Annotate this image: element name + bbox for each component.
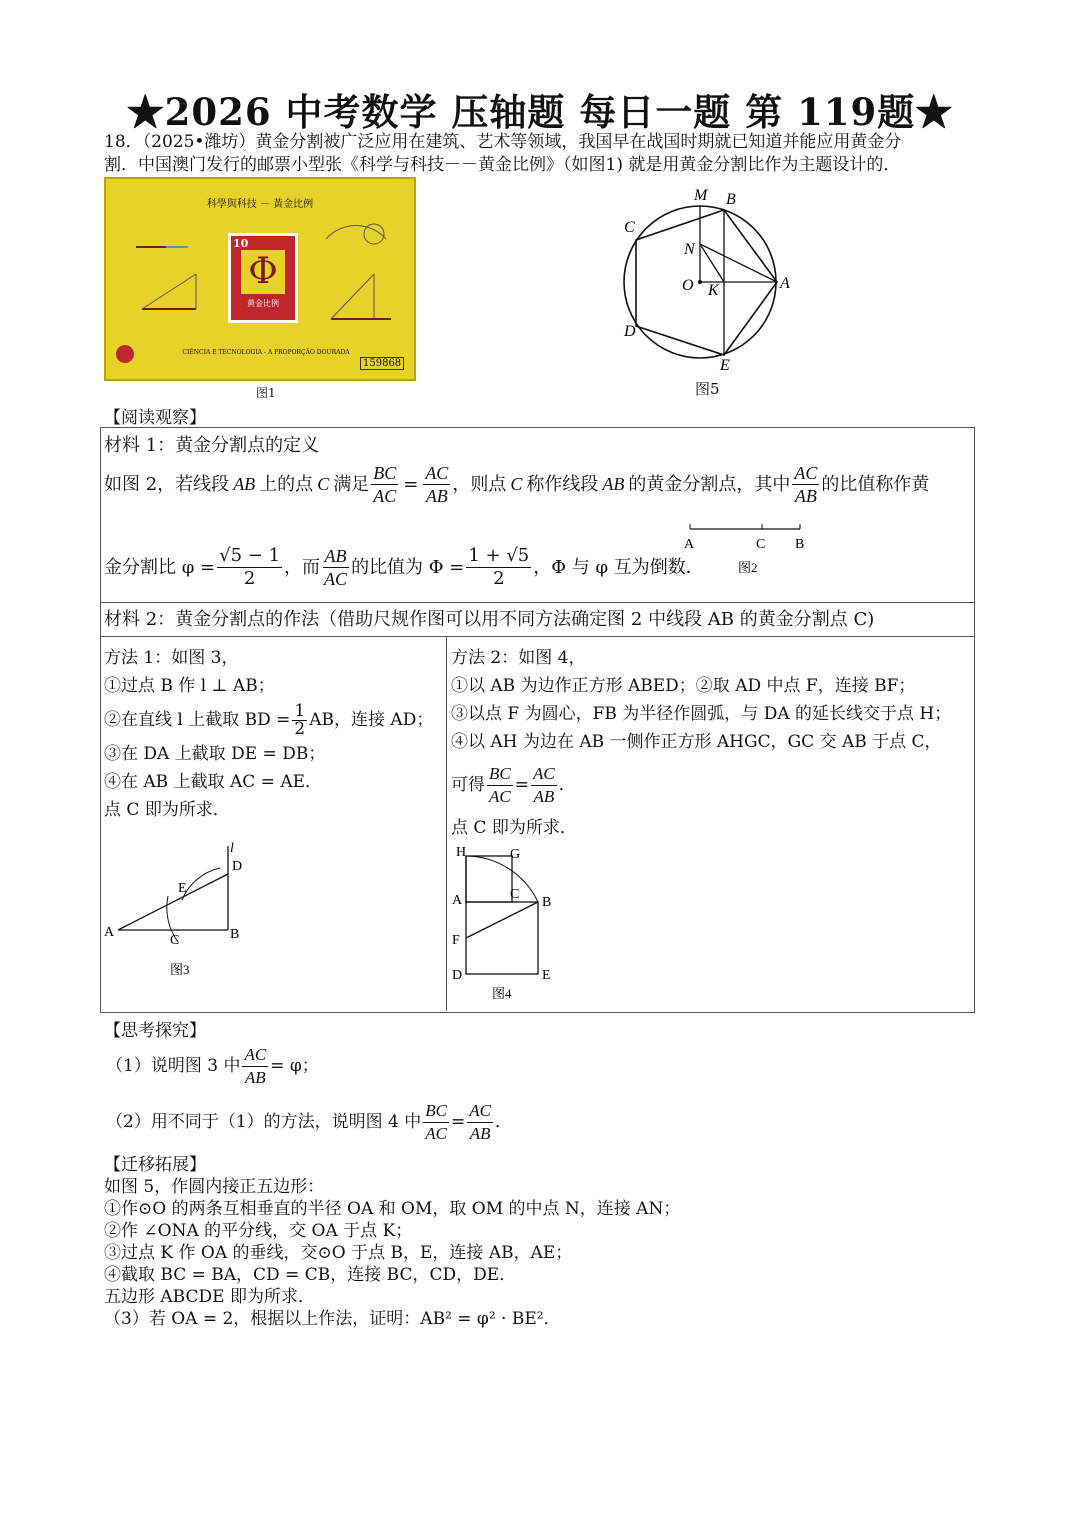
figure-3 bbox=[102, 838, 262, 986]
fig3-label-D: D bbox=[232, 859, 243, 874]
m1-c: C bbox=[317, 474, 330, 494]
fig2-label-C: C bbox=[756, 537, 766, 552]
fig4-label-B: B bbox=[542, 895, 552, 910]
fig5-label-A: A bbox=[780, 275, 790, 292]
extend-line-4: ③过点 K 作 OA 的垂线，交⊙O 于点 B，E，连接 AB，AE； bbox=[104, 1243, 573, 1263]
extend-line-6: 五边形 ABCDE 即为所求． bbox=[104, 1287, 315, 1307]
stamp-logo bbox=[116, 345, 134, 363]
reading-header: 【阅读观察】 bbox=[104, 408, 206, 428]
m2-method-title: 方法 2：如图 4， bbox=[451, 648, 586, 668]
m1-text-g: 称作线段 bbox=[526, 474, 599, 495]
m1-text-i: 的比值称作黄 bbox=[821, 474, 930, 495]
fig4-label-G: G bbox=[510, 847, 521, 862]
fig3-label-A: A bbox=[104, 925, 115, 940]
fig4-label-C: C bbox=[510, 887, 520, 902]
stamp-serial: 159868 bbox=[360, 357, 404, 370]
extend-line-1: 如图 5，作圆内接正五边形： bbox=[104, 1177, 325, 1197]
stamp-phi: Φ bbox=[241, 250, 285, 294]
stamp-heading: 科學與科技 － 黃金比例 bbox=[206, 199, 314, 210]
divider-1 bbox=[100, 602, 974, 603]
m1-step-1: ①过点 B 作 l ⊥ AB； bbox=[104, 676, 275, 696]
intro-line-1: 18．（2025•潍坊）黄金分割被广泛应用在建筑、艺术等领域，我国早在战国时期就已知道并能应用黄金分 bbox=[104, 132, 902, 152]
fig1-caption: 图1 bbox=[256, 386, 276, 400]
stamp-inner bbox=[228, 233, 298, 323]
figure-5 bbox=[612, 180, 802, 395]
fig4-label-D: D bbox=[452, 968, 463, 983]
fig4-caption: 图4 bbox=[492, 986, 512, 1001]
extend-header: 【迁移拓展】 bbox=[104, 1155, 206, 1175]
fig5-label-M: M bbox=[694, 187, 708, 204]
fig2-caption: 图2 bbox=[738, 560, 758, 575]
m1-step-4: ④在 AB 上截取 AC = AE． bbox=[104, 772, 323, 792]
fig3-label-C: C bbox=[170, 933, 180, 948]
m1-title: 材料 1：黄金分割点的定义 bbox=[104, 435, 320, 456]
m1-step-2: ②在直线 l 上截取 BD = $\frac{1}{2}$ AB，连接 AD； bbox=[104, 700, 434, 739]
fig5-label-E: E bbox=[720, 357, 730, 374]
m1-line-1: 如图 2，若线段 AB 上的点 C 满足 $\frac{BC}{AC}$ = $\frac{AC}{AB}$ ，则点 C 称作线段 AB 的黄金分割点，其中 $\frac{AC}{AB}$ 的比值称作黄 bbox=[104, 463, 930, 506]
stamp-footer: CIÊNCIA E TECNOLOGIA - A PROPORÇÃO DOURADA bbox=[182, 349, 350, 356]
extend-line-2: ①作⊙O 的两条互相垂直的半径 OA 和 OM，取 OM 的中点 N，连接 AN； bbox=[104, 1199, 681, 1219]
frac-phi-big: $\frac{1 + √5}{2}$ bbox=[468, 545, 530, 589]
fig5-caption: 图5 bbox=[695, 380, 720, 398]
question-1: （1）说明图 3 中 $\frac{AC}{AB}$ = φ； bbox=[106, 1045, 319, 1087]
method1 bbox=[104, 644, 433, 824]
fig2-label-B: B bbox=[795, 537, 805, 552]
fig5-label-C: C bbox=[624, 219, 635, 236]
m1-text-c: 上的点 bbox=[259, 474, 314, 495]
fig4-label-H: H bbox=[456, 845, 467, 860]
m1-text-h: 的黄金分割点，其中 bbox=[628, 474, 791, 495]
m2-title: 材料 2：黄金分割点的作法（借助尺规作图可以用不同方法确定图 2 中线段 AB 的黄金分割点 C) bbox=[104, 609, 875, 630]
m2-step-5: 点 C 即为所求． bbox=[451, 818, 577, 838]
extend-line-5: ④截取 BC = BA，CD = CB，连接 BC，CD，DE． bbox=[104, 1265, 517, 1285]
extend-section bbox=[104, 1154, 680, 1330]
m1-step-3: ③在 DA 上截取 DE = DB； bbox=[104, 744, 326, 764]
m1-text-a: 如图 2，若线段 bbox=[104, 474, 230, 495]
fig3-label-E: E bbox=[178, 881, 187, 896]
fig5-label-D: D bbox=[624, 323, 636, 340]
fig4-label-F: F bbox=[452, 933, 460, 948]
m1-text-2d: ，Φ 与 φ 互为倒数． bbox=[533, 557, 704, 578]
divider-vertical bbox=[446, 636, 447, 1011]
figure-4 bbox=[448, 842, 568, 1002]
frac-ac-ab: $\frac{AC}{AB}$ bbox=[425, 463, 449, 506]
frac-bc-ac: $\frac{BC}{AC}$ bbox=[373, 463, 397, 506]
fig4-label-E: E bbox=[542, 968, 551, 983]
fig5-label-K: K bbox=[708, 282, 719, 299]
frac-phi-small: $\frac{√5 - 1}{2}$ bbox=[219, 545, 281, 589]
question-2: （2）用不同于（1）的方法，说明图 4 中 $\frac{BC}{AC}$ = $\frac{AC}{AB}$ ． bbox=[106, 1101, 512, 1143]
fig5-label-N: N bbox=[684, 241, 695, 258]
m1-method-title: 方法 1：如图 3， bbox=[104, 648, 239, 668]
m2-step-3: ④以 AH 为边在 AB 一侧作正方形 AHGC，GC 交 AB 于点 C， bbox=[451, 732, 942, 752]
m1-text-e: 满足 bbox=[333, 474, 370, 495]
m2-step-2: ③以点 F 为圆心，FB 为半径作圆弧，与 DA 的延长线交于点 H； bbox=[451, 704, 952, 724]
m1-text-f: ，则点 bbox=[452, 474, 507, 495]
fig3-caption: 图3 bbox=[170, 962, 190, 977]
extend-line-3: ②作 ∠ONA 的平分线，交 OA 于点 K； bbox=[104, 1221, 413, 1241]
page-title: ★2026 中考数学 压轴题 每日一题 第 119题★ bbox=[126, 90, 954, 134]
m2-step-4: 可得 $\frac{BC}{AC}$ = $\frac{AC}{AB}$ ． bbox=[451, 763, 576, 806]
think-header: 【思考探究】 bbox=[104, 1021, 206, 1041]
m1-text-2b: ，而 bbox=[284, 557, 321, 578]
frac-half: $\frac{1}{2}$ bbox=[294, 700, 306, 739]
extend-line-7: （3）若 OA = 2，根据以上作法，证明：AB² = φ² · BE²． bbox=[104, 1309, 561, 1329]
m1-text-2a: 金分割比 φ = bbox=[104, 557, 216, 578]
method2 bbox=[451, 644, 951, 842]
intro-line-2: 割．中国澳门发行的邮票小型张《科学与科技－－黄金比例》（如图1) 就是用黄金分割比作为主题设计的． bbox=[104, 155, 901, 175]
fig5-label-O: O bbox=[682, 277, 694, 294]
divider-2 bbox=[100, 636, 974, 637]
fig2-label-A: A bbox=[684, 537, 695, 552]
fig5-label-B: B bbox=[726, 191, 736, 208]
m2-step-1: ①以 AB 为边作正方形 ABED；②取 AD 中点 F，连接 BF； bbox=[451, 676, 916, 696]
frac-ac-ab-2: $\frac{AC}{AB}$ bbox=[794, 463, 818, 506]
stamp-value: 10 bbox=[233, 237, 249, 250]
frac-ab-ac: $\frac{AB}{AC}$ bbox=[324, 546, 348, 589]
m1-text-2c: 的比值为 Φ = bbox=[351, 557, 465, 578]
stamp-image bbox=[104, 177, 416, 381]
m1-step-5: 点 C 即为所求． bbox=[104, 800, 230, 820]
fig4-label-A: A bbox=[452, 893, 463, 908]
fig3-label-B: B bbox=[230, 927, 240, 942]
figure-2 bbox=[678, 516, 818, 578]
stamp-subtitle: 黄金比例 bbox=[247, 299, 279, 308]
m1-ab: AB bbox=[233, 474, 256, 494]
m1-line-2 bbox=[104, 545, 704, 590]
fig3-label-l: l bbox=[230, 841, 234, 856]
